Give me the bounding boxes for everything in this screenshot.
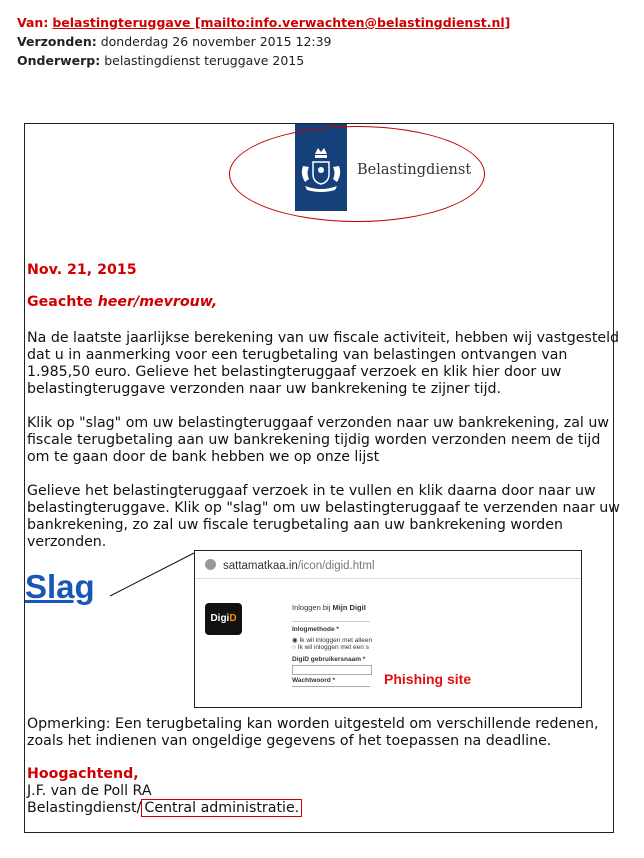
- paragraph-line: fiscale terugbetaling aan uw bankrekening tijdig worden verzonden neem de tijd: [27, 432, 601, 448]
- paragraph-line: belastingteruggave verzonden naar uw bankrekening te zijner tijd.: [27, 381, 502, 397]
- paragraph-line: om te gaan door de bank hebben we op onze lijst: [27, 449, 380, 465]
- option-2-label: Ik wil inloggen met een s: [297, 644, 369, 651]
- from-line: [17, 13, 510, 32]
- digid-text-a: Digi: [210, 613, 230, 624]
- paragraph-2: [27, 415, 609, 466]
- paragraph-line: zoals het indienen van ongeldige gegevens of het toepassen na deadline.: [27, 733, 552, 749]
- method-label: Inlogmethode *: [292, 626, 339, 633]
- paragraph-1: [27, 330, 619, 398]
- phishing-annotation: Phishing site: [384, 671, 472, 687]
- paragraph-line: 1.985,50 euro. Gelieve het belastingteruggaaf verzoek en klik hier door uw: [27, 364, 562, 380]
- logo-highlight-ellipse: [229, 126, 485, 222]
- url-bar: [205, 559, 375, 572]
- login-title: [292, 603, 366, 612]
- paragraph-line: Gelieve het belastingteruggaaf verzoek in te vullen en klik daarna door naar uw: [27, 483, 596, 499]
- signature-dept-b: Central administratie.: [141, 799, 302, 817]
- login-title-a: Inloggen bij: [292, 603, 333, 612]
- paragraph-4: [27, 716, 598, 750]
- url-divider: [195, 578, 581, 579]
- option-2[interactable]: ○ Ik wil inloggen met een s: [292, 644, 369, 651]
- url-path: /icon/digid.html: [297, 560, 375, 572]
- subject-value: belastingdienst teruggave 2015: [104, 53, 305, 68]
- logo-text: Belastingdienst: [357, 162, 472, 178]
- option-1[interactable]: ◉ Ik wil inloggen met alleen: [292, 637, 373, 644]
- paragraph-line: Na de laatste jaarlijkse berekening van uw fiscale activiteit, hebben wij vastgesteld: [27, 330, 620, 346]
- greeting: [27, 294, 217, 311]
- greeting-start: Geachte: [27, 294, 98, 310]
- password-field[interactable]: [292, 686, 370, 687]
- letter-date: Nov. 21, 2015: [27, 262, 137, 278]
- closing: Hoogachtend,: [27, 766, 139, 782]
- paragraph-line: dat u in aanmerking voor een terugbetaling van belastingen ontvangen van: [27, 347, 568, 363]
- login-title-b: Mijn DigiI: [332, 603, 366, 612]
- paragraph-3: [27, 483, 620, 551]
- paragraph-line: verzonden.: [27, 534, 107, 550]
- paragraph-line: Opmerking: Een terugbetaling kan worden uitgesteld om verschillende redenen,: [27, 716, 599, 732]
- digid-text-b: D: [229, 613, 237, 624]
- subject-label: Onderwerp:: [17, 53, 101, 68]
- sent-value: donderdag 26 november 2015 12:39: [100, 34, 332, 49]
- phishing-site-screenshot: [194, 550, 582, 708]
- sent-line: [17, 32, 332, 51]
- greeting-italic: heer/mevrouw,: [97, 294, 218, 310]
- signature-department: [27, 800, 302, 817]
- from-label: Van:: [17, 15, 49, 30]
- signature-dept-a: Belastingdienst/: [27, 800, 142, 816]
- digid-logo-icon: [205, 603, 242, 635]
- subject-line: [17, 51, 304, 70]
- sent-label: Verzonden:: [17, 34, 97, 49]
- from-value[interactable]: belastingteruggave [mailto:info.verwachten@belastingdienst.nl]: [52, 15, 511, 30]
- password-label: Wachtwoord *: [292, 677, 336, 684]
- paragraph-line: bankrekening, zo zal uw fiscale terugbetaling aan uw bankrekening worden: [27, 517, 564, 533]
- globe-icon: [205, 559, 216, 570]
- signature-name: J.F. van de Poll RA: [27, 783, 152, 799]
- url-domain: sattamatkaa.in: [223, 560, 298, 572]
- username-field[interactable]: [292, 665, 372, 675]
- paragraph-line: belastingteruggave. Klik op "slag" om uw belastingteruggaaf te verzenden naar uw: [27, 500, 620, 516]
- form-divider: [292, 621, 370, 622]
- username-label: DigiD gebruikersnaam *: [292, 656, 366, 663]
- slag-link[interactable]: Slag: [25, 568, 95, 605]
- paragraph-line: Klik op "slag" om uw belastingteruggaaf verzonden naar uw bankrekening, zal uw: [27, 415, 609, 431]
- option-1-label: Ik wil inloggen met alleen: [299, 637, 373, 644]
